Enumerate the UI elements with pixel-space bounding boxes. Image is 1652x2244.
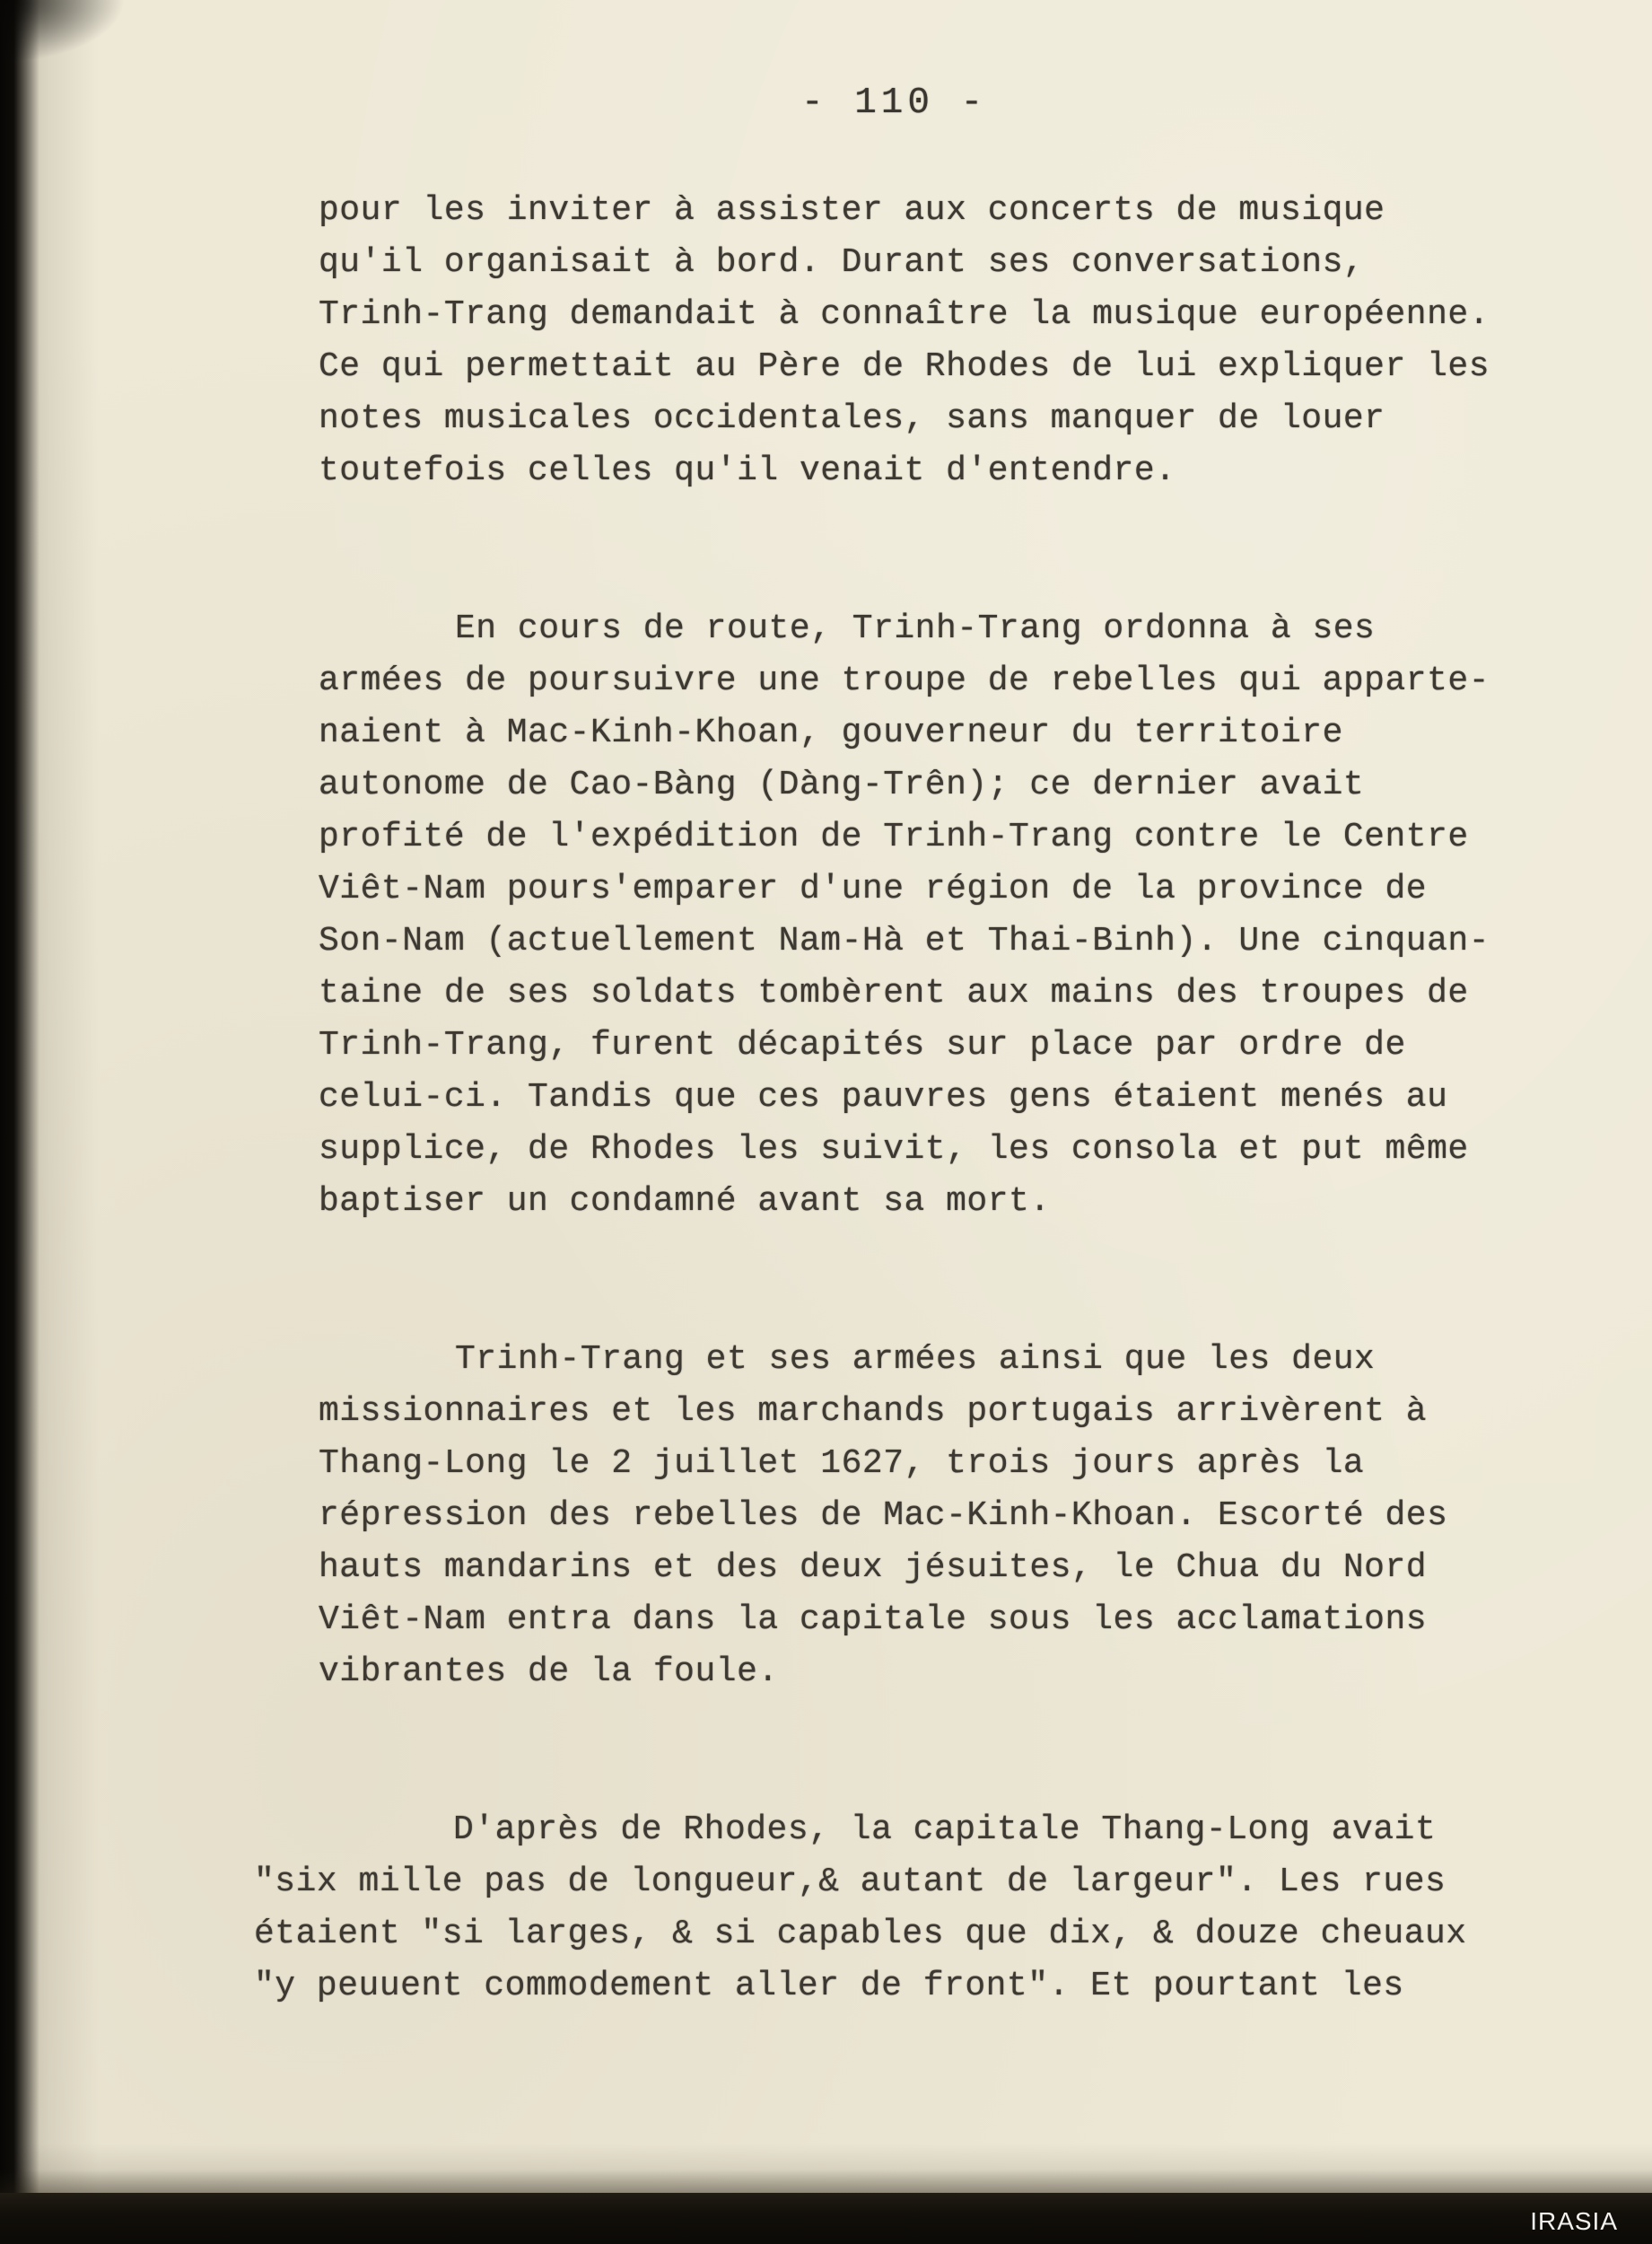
text-line: "six mille pas de longueur,& autant de largeur". Les rues: [254, 1863, 1447, 1901]
text-line: notes musicales occidentales, sans manquer de louer: [319, 399, 1385, 438]
text-line: missionnaires et les marchands portugais arrivèrent à: [319, 1392, 1428, 1431]
text-line: répression des rebelles de Mac-Kinh-Khoan. Escorté des: [319, 1496, 1448, 1535]
text-line: "y peuuent commodement aller de front". Et pourtant les: [254, 1967, 1404, 2005]
text-line: baptiser un condamné avant sa mort.: [319, 1182, 1051, 1221]
text-line: D'après de Rhodes, la capitale Thang-Long avait: [453, 1810, 1437, 1849]
text-line: toutefois celles qu'il venait d'entendre.: [319, 451, 1176, 490]
document-text: [254, 185, 1539, 2012]
text-line: Ce qui permettait au Père de Rhodes de lui expliquer les: [319, 347, 1490, 386]
book-binding-shadow: [0, 0, 39, 2244]
watermark-label: IRASIA: [1530, 2207, 1618, 2235]
text-line: supplice, de Rhodes les suivit, les consola et put même: [319, 1130, 1469, 1169]
text-line: Viêt-Nam entra dans la capitale sous les acclamations: [319, 1600, 1428, 1639]
paragraph: [319, 603, 1539, 1228]
bottom-scan-edge: [0, 2193, 1652, 2244]
text-line: autonome de Cao-Bàng (Dàng-Trên); ce dernier avait: [319, 766, 1365, 804]
text-line: armées de poursuivre une troupe de rebelles qui apparte-: [319, 662, 1490, 700]
page-number: - 110 -: [801, 83, 988, 124]
text-line: étaient "si larges, & si capables que dix, & douze cheuaux: [254, 1915, 1467, 1953]
paragraph: [254, 1804, 1539, 2012]
scan-corner-shadow: [0, 0, 126, 63]
text-line: vibrantes de la foule.: [319, 1652, 779, 1691]
text-line: hauts mandarins et des deux jésuites, le Chua du Nord: [319, 1548, 1428, 1587]
text-line: naient à Mac-Kinh-Khoan, gouverneur du territoire: [319, 714, 1343, 752]
text-line: qu'il organisait à bord. Durant ses conversations,: [319, 243, 1365, 282]
bottom-edge-shadow: [0, 2169, 1652, 2193]
text-line: celui-ci. Tandis que ces pauvres gens étaient menés au: [319, 1078, 1448, 1117]
text-line: Son-Nam (actuellement Nam-Hà et Thai-Binh). Une cinquan-: [319, 922, 1490, 960]
text-line: Thang-Long le 2 juillet 1627, trois jours après la: [319, 1444, 1365, 1483]
text-line: taine de ses soldats tombèrent aux mains des troupes de: [319, 974, 1469, 1012]
text-line: Trinh-Trang, furent décapités sur place par ordre de: [319, 1026, 1406, 1065]
paragraph: [319, 1334, 1539, 1698]
paragraph: [319, 185, 1539, 497]
text-line: profité de l'expédition de Trinh-Trang contre le Centre: [319, 818, 1469, 856]
text-line: Viêt-Nam pours'emparer d'une région de la province de: [319, 870, 1428, 908]
text-line: Trinh-Trang demandait à connaître la musique européenne.: [319, 295, 1490, 334]
text-line: Trinh-Trang et ses armées ainsi que les deux: [455, 1340, 1376, 1379]
text-line: pour les inviter à assister aux concerts de musique: [319, 191, 1385, 230]
text-line: En cours de route, Trinh-Trang ordonna à ses: [455, 609, 1376, 648]
